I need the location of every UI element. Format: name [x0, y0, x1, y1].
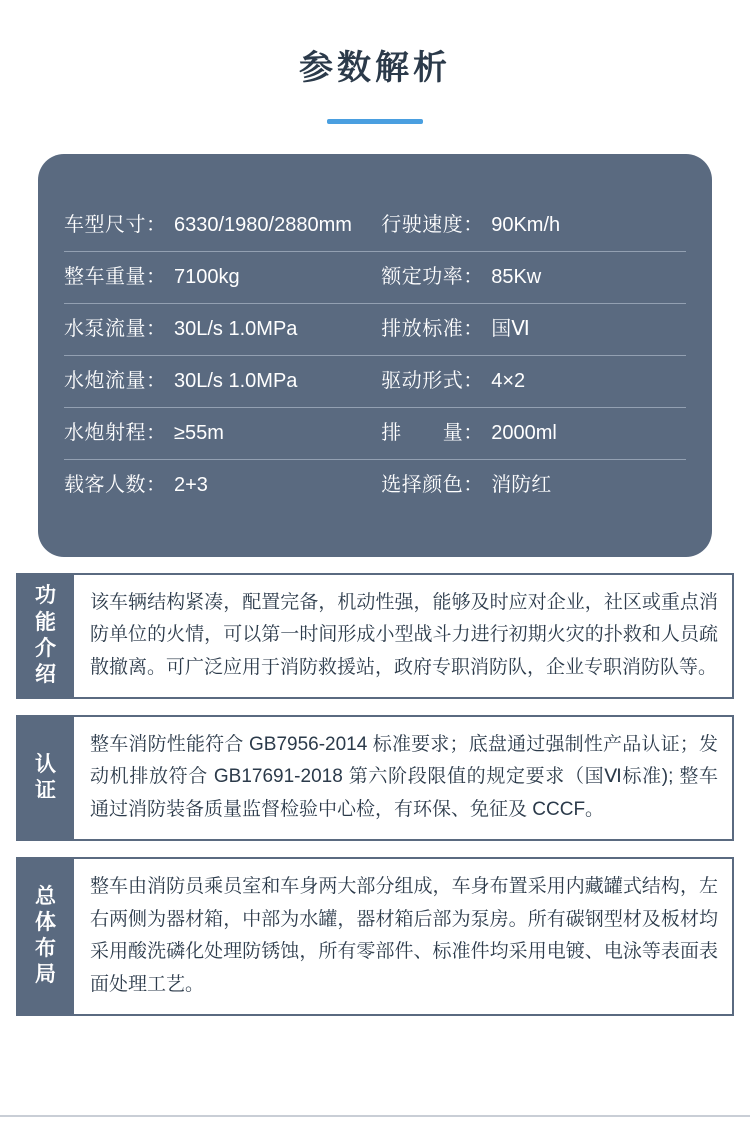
- spec-label: 额定功率: [381, 265, 464, 288]
- title-block: [0, 0, 750, 124]
- section-label-text: 认证: [35, 752, 57, 802]
- spec-colon: ：: [146, 213, 166, 236]
- spec-label: 排 量: [381, 421, 464, 444]
- table-row: [64, 407, 686, 459]
- spec-cell-left: [64, 407, 381, 459]
- spec-label: 选择颜色: [381, 473, 464, 496]
- spec-colon: ：: [463, 421, 484, 444]
- spec-label: 水炮流量: [64, 369, 146, 392]
- spec-value: 6330/1980/2880mm: [174, 213, 352, 236]
- spec-panel: [38, 154, 712, 557]
- spec-value: 4×2: [491, 369, 526, 392]
- spec-cell-left: [64, 459, 381, 511]
- spec-value: 7100kg: [174, 265, 240, 288]
- section-label-text: 总体布局: [35, 884, 57, 987]
- spec-label: 水泵流量: [64, 317, 146, 340]
- section-label-text: 功能介绍: [35, 584, 57, 687]
- spec-cell-left: [64, 251, 381, 303]
- spec-colon: ：: [146, 265, 166, 288]
- section-label: [18, 859, 74, 1014]
- spec-colon: ：: [463, 265, 484, 288]
- spec-colon: ：: [146, 369, 166, 392]
- spec-cell-right: [381, 459, 686, 511]
- section-label: [18, 575, 74, 697]
- table-row: [64, 200, 686, 252]
- title-underline: [327, 119, 423, 124]
- spec-label: 排放标准: [381, 317, 464, 340]
- spec-colon: ：: [463, 213, 484, 236]
- spec-colon: ：: [463, 473, 484, 496]
- table-row: [64, 303, 686, 355]
- spec-cell-right: [381, 355, 686, 407]
- section-body: [74, 717, 732, 839]
- section-body: [74, 575, 732, 697]
- spec-value: 消防红: [491, 473, 552, 496]
- section-function-intro: [16, 573, 734, 699]
- spec-table: [64, 200, 686, 511]
- spec-value: 2000ml: [491, 421, 557, 444]
- spec-colon: ：: [463, 369, 484, 392]
- spec-label: 水炮射程: [64, 421, 146, 444]
- spec-value: 2+3: [174, 473, 208, 496]
- section-certification: [16, 715, 734, 841]
- spec-label: 整车重量: [64, 265, 146, 288]
- spec-label: 载客人数: [64, 473, 146, 496]
- spec-value: 85Kw: [491, 265, 542, 288]
- spec-cell-left: [64, 303, 381, 355]
- spec-value: 90Km/h: [491, 213, 561, 236]
- bottom-divider: [0, 1115, 750, 1117]
- spec-cell-left: [64, 200, 381, 252]
- section-body: [74, 859, 732, 1014]
- spec-cell-right: [381, 200, 686, 252]
- spec-colon: ：: [146, 421, 166, 444]
- section-label: [18, 717, 74, 839]
- spec-cell-right: [381, 407, 686, 459]
- spec-colon: ：: [146, 317, 166, 340]
- page-title: 参数解析: [299, 49, 451, 87]
- section-overall-layout: [16, 857, 734, 1016]
- spec-value: 30L/s 1.0MPa: [174, 317, 298, 340]
- spec-value: ≥55m: [174, 421, 224, 444]
- spec-value: 国Ⅵ: [491, 317, 530, 340]
- section-text: 整车消防性能符合 GB7956-2014 标准要求；底盘通过强制性产品认证；发动机排放符合 GB17691-2018 第六阶段限值的规定要求（国Ⅵ标准); 整车通过消防装备质量监督检验中心检，有环保、免征及 CCCF。: [90, 733, 718, 821]
- spec-cell-right: [381, 251, 686, 303]
- spec-cell-left: [64, 355, 381, 407]
- table-row: [64, 355, 686, 407]
- section-text: 该车辆结构紧凑，配置完备，机动性强，能够及时应对企业，社区或重点消防单位的火情，可以第一时间形成小型战斗力进行初期火灾的扑救和人员疏散撤离。可广泛应用于消防救援站，政府专职消防队，企业专职消防队等。: [90, 591, 718, 679]
- spec-colon: ：: [146, 473, 166, 496]
- spec-label: 车型尺寸: [64, 213, 146, 236]
- table-row: [64, 459, 686, 511]
- section-text: 整车由消防员乘员室和车身两大部分组成，车身布置采用内藏罐式结构，左右两侧为器材箱，中部为水罐，器材箱后部为泵房。所有碳钢型材及板材均采用酸洗磷化处理防锈蚀，所有零部件、标准件均采用电镀、电泳等表面表面处理工艺。: [90, 875, 718, 995]
- table-row: [64, 251, 686, 303]
- spec-label: 行驶速度: [381, 213, 464, 236]
- spec-value: 30L/s 1.0MPa: [174, 369, 298, 392]
- spec-label: 驱动形式: [381, 369, 464, 392]
- spec-cell-right: [381, 303, 686, 355]
- spec-colon: ：: [463, 317, 484, 340]
